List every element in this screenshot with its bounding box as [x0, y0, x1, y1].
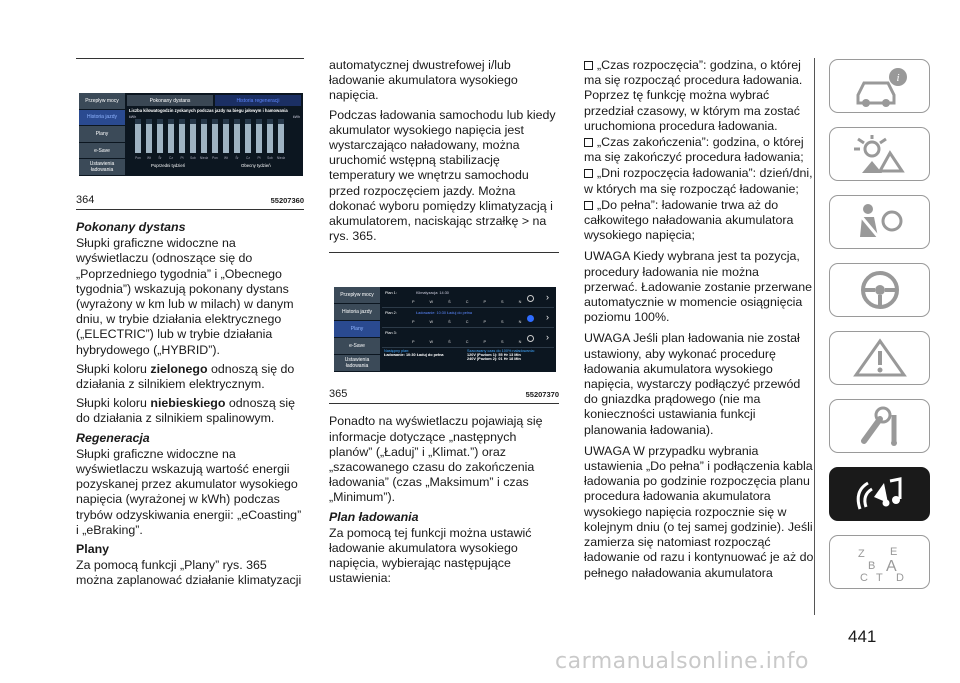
paragraph: Ponadto na wyświetlaczu pojawiają się informacje dotyczące „następnych planów” („Ładuj” i „Klimat.”) oraz „szacowanego czasu do zakończenia ładowania” (czas „Maksimum” i czas „Minimum”).	[329, 414, 543, 505]
chapter-tab[interactable]	[829, 263, 930, 317]
column-2	[329, 58, 559, 591]
svg-text:B: B	[867, 560, 875, 572]
chapter-tab[interactable]	[829, 195, 930, 249]
column-1	[76, 58, 304, 593]
paragraph: Słupki koloru zielonego odnoszą się do działania z silnikiem elektrycznym.	[76, 361, 295, 392]
plan-label: Plan 1:	[385, 291, 397, 296]
warning-triangle-icon	[850, 337, 910, 379]
screen-menu-button[interactable]: Ustawienia ładowania	[79, 159, 125, 176]
tab-divider-line	[814, 58, 815, 615]
day-label: Cz	[169, 156, 173, 160]
screen-menu-button[interactable]: e-Save	[79, 143, 125, 160]
note: UWAGA Kiedy wybrana jest ta pozycja, procedury ładowania nie można przerwać. Ładowanie zostanie przerwane automatycznie w momencie osiągnięcia poziomu 100%.	[584, 249, 812, 325]
day-label: Pt	[180, 156, 184, 160]
paragraph: Za pomocą funkcji „Plany” rys. 365 można zaplanować działanie klimatyzacji	[76, 558, 302, 588]
day-label: Pon	[212, 156, 218, 160]
screen-menu-button[interactable]: Przepływ mocy	[79, 93, 125, 110]
chapter-tab[interactable]	[829, 399, 930, 453]
note: UWAGA W przypadku wybrania ustawienia „Do pełna” i podłączenia kabla ładowania po godzinie rozpoczęcia planu procedura ładowania akumulatora wysokiego napięcia rozpocznie się w kolejnym dniu (o tej samej godzinie). Jeśli zamierza się natomiast rozpocząć ładowanie od razu i kontynuować je aż do pełnego naładowania akumulatora	[584, 443, 814, 580]
unit-left: kWh	[129, 115, 137, 119]
figure-rule	[329, 252, 559, 253]
regeneration-bar	[190, 119, 196, 153]
regeneration-bar-fill	[168, 124, 174, 153]
charging-plans-screen	[334, 287, 556, 372]
current-week-label: Obecny tydzień	[241, 163, 271, 168]
heading-plans: Plany	[76, 542, 110, 557]
day-label: Śr	[235, 156, 239, 160]
day-label: Sob	[267, 156, 273, 160]
paragraph: automatycznej dwustrefowej i/lub ładowanie akumulatora wysokiego napięcia.	[329, 58, 518, 103]
list-item: „Dni rozpoczęcia ładowania”: dzień/dni, w których ma się rozpocząć ładowanie;	[584, 166, 813, 196]
regeneration-bar	[168, 119, 174, 153]
checkbox-icon	[584, 61, 593, 70]
screen-menu-button[interactable]: Historia jazdy	[334, 304, 380, 321]
checkbox-icon	[584, 201, 593, 210]
list-item: „Czas rozpoczęcia”: godzina, o której ma się rozpocząć procedura ładowania. Poprzez tę funkcję można wybrać przedział czasowy, w którym ma zostać uruchomiona procedura ładowania.	[584, 58, 803, 133]
plan-detail: Ładowanie: 10:30 Ładuj do pełna	[416, 311, 472, 316]
checkbox-icon	[584, 138, 593, 147]
screen-menu-button[interactable]: e-Save	[334, 338, 380, 355]
regeneration-bar	[256, 119, 262, 153]
chevron-right-icon[interactable]: ›	[546, 312, 549, 323]
plan-row	[382, 329, 554, 348]
paragraph: Podczas ładowania samochodu lub kiedy akumulator wysokiego napięcia jest wystarczająco naładowany, można uruchomić wstępną stabilizację temperatury we wnętrzu samochodu przed rozpoczęciem jazdy. Można dokonać wyboru pomiędzy klimatyzacją i akumulatorem, naciskając strzałkę > na rys. 365.	[329, 107, 556, 244]
regeneration-bar	[157, 119, 163, 153]
dashboard-lights-icon	[850, 133, 910, 175]
chapter-tab[interactable]	[829, 331, 930, 385]
plan-days: P W Ś C P S N	[412, 320, 524, 325]
charge-estimate-info: Szacowany czas do 100% naładowania: 120V (Poziom 1): 55 Hr 13 Min 240V (Poziom 2): 01 Hr 18 Min	[467, 349, 535, 362]
screen-chart-title: Liczba kilowatogodzin zyskanych podczas jazdy na biegu jałowym i hamowania	[129, 108, 288, 113]
plan-row	[382, 289, 554, 308]
screen-side-menu	[334, 287, 380, 372]
screen-tabs	[127, 95, 301, 106]
regeneration-bar-fill	[256, 124, 262, 153]
alphabetical-index-icon	[850, 541, 910, 583]
screen-menu-button[interactable]: Przepływ mocy	[334, 287, 380, 304]
svg-text:D: D	[895, 572, 904, 583]
note: UWAGA Jeśli plan ładowania nie został ustawiony, aby wykonać procedurę ładowania akumulatora wysokiego napięcia, wystarczy podłączyć przewód do gniazdka prądowego (nie ma konieczności ustawiania funkcji planowania ładowania).	[584, 331, 801, 437]
heading-charging-plan: Plan ładowania	[329, 509, 419, 524]
regeneration-bar-fill	[179, 124, 185, 153]
chapter-tab[interactable]	[829, 59, 930, 113]
regeneration-bar	[212, 119, 218, 153]
regeneration-bar	[179, 119, 185, 153]
regeneration-bar-fill	[212, 124, 218, 153]
list-item: „Do pełna”: ładowanie trwa aż do całkowitego naładowania akumulatora wysokiego napięcia;	[584, 197, 794, 243]
settings-list	[584, 58, 814, 243]
plan-row	[382, 309, 554, 328]
regeneration-bar	[245, 119, 251, 153]
svg-text:C: C	[859, 572, 868, 583]
regeneration-history-screen	[79, 93, 303, 176]
list-item: „Czas zakończenia”: godzina, o której ma się zakończyć procedura ładowania;	[584, 135, 804, 165]
paragraph: Za pomocą tej funkcji można ustawić ładowanie akumulatora wysokiego napięcia, wybierając następujące ustawienia:	[329, 525, 532, 586]
chapter-tab[interactable]	[829, 467, 930, 521]
regeneration-bar	[234, 119, 240, 153]
screen-side-menu	[79, 93, 125, 176]
svg-text:T: T	[875, 572, 883, 583]
heading-distance: Pokonany dystans	[76, 220, 186, 234]
screen-menu-button[interactable]: Plany	[79, 126, 125, 143]
regeneration-bar	[223, 119, 229, 153]
plan-toggle[interactable]	[527, 335, 534, 342]
column-3	[584, 58, 814, 585]
day-label: Niedz	[276, 156, 286, 160]
regeneration-bar	[201, 119, 207, 153]
day-label: Pt	[257, 156, 261, 160]
svg-text:A: A	[885, 558, 897, 575]
multimedia-icon	[850, 473, 910, 515]
chapter-tab[interactable]	[829, 535, 930, 589]
svg-text:E: E	[889, 546, 897, 558]
top-rule	[76, 58, 304, 59]
plan-days: P W Ś C P S N	[412, 340, 524, 345]
day-label: Cz	[246, 156, 250, 160]
day-label: Wt	[224, 156, 228, 160]
regeneration-bar-fill	[234, 124, 240, 153]
day-label: Pon	[135, 156, 141, 160]
figure-caption	[329, 388, 559, 400]
plan-label: Plan 3:	[385, 331, 397, 336]
figure-number: 364	[76, 194, 95, 206]
regeneration-bar-fill	[190, 124, 196, 153]
regeneration-bar	[267, 119, 273, 153]
screen-menu-button[interactable]: Plany	[334, 321, 380, 338]
plan-days: P W Ś C P S N	[412, 300, 524, 305]
tools-icon	[850, 405, 910, 447]
chapter-tab[interactable]	[829, 127, 930, 181]
svg-text:Z: Z	[857, 548, 865, 560]
figure-caption	[76, 194, 304, 206]
plan-toggle[interactable]	[527, 315, 534, 322]
regeneration-bar-fill	[146, 124, 152, 153]
regeneration-bar-fill	[201, 124, 207, 153]
plan-toggle[interactable]	[527, 295, 534, 302]
day-label: Sob	[190, 156, 196, 160]
checkbox-icon	[584, 169, 593, 178]
regeneration-bar-fill	[245, 124, 251, 153]
day-label: Śr	[158, 156, 162, 160]
plan-detail: Klimatyzacja: 14:30	[416, 291, 449, 296]
svg-text:i: i	[895, 72, 900, 84]
page-number: 441	[848, 627, 877, 646]
chevron-right-icon[interactable]: ›	[546, 292, 549, 303]
day-label: Niedz	[199, 156, 209, 160]
screen-menu-button[interactable]: Ustawienia ładowania	[334, 355, 380, 372]
regeneration-bar-fill	[135, 124, 141, 153]
plan-label: Plan 2:	[385, 311, 397, 316]
regeneration-bar	[278, 119, 284, 153]
chevron-right-icon[interactable]: ›	[546, 332, 549, 343]
regeneration-bar	[135, 119, 141, 153]
seatbelt-airbag-icon	[850, 201, 910, 243]
paragraph: Słupki koloru niebieskiego odnoszą się do działania z silnikiem spalinowym.	[76, 396, 296, 426]
regeneration-bar-fill	[267, 124, 273, 153]
heading-regeneration: Regeneracja	[76, 430, 150, 445]
regeneration-bar	[146, 119, 152, 153]
next-plan-info: Następny plan: Ładowanie: 10:30 Ładuj do pełna	[384, 349, 444, 358]
watermark: carmanualsonline.info	[555, 649, 809, 674]
previous-week-label: Poprzedni tydzień	[151, 163, 186, 168]
paragraph: Słupki graficzne widoczne na wyświetlaczu (odnoszące się do „Poprzedniego tygodnia” i „Obecnego tygodnia”) wskazują pokonany dystans (wyrażony w km lub w milach) w danym dniu, w trybie działania elektrycznego („ELECTRIC”) lub w trybie działania hybrydowego („HYBRID”).	[76, 236, 294, 357]
screen-menu-button[interactable]: Historia jazdy	[79, 110, 125, 127]
steering-wheel-icon	[850, 269, 910, 311]
screen-tab[interactable]: Pokonany dystans	[127, 95, 213, 106]
figure-364	[76, 93, 304, 210]
figure-code: 55207360	[270, 196, 304, 205]
figure-365	[329, 287, 559, 404]
figure-code: 55207370	[525, 390, 559, 400]
screen-tab[interactable]: Historia regeneracji	[215, 95, 301, 106]
car-info-icon	[850, 65, 910, 107]
figure-number: 365	[329, 388, 348, 401]
regeneration-bar-fill	[278, 124, 284, 153]
regeneration-bar-fill	[157, 124, 163, 153]
paragraph: Słupki graficzne widoczne na wyświetlaczu wskazują wartość energii pozyskanej przez akumulator wysokiego napięcia (wyrażonej w kWh) podczas trybów odzyskiwania energii: „eCoasting” i „eBraking”.	[76, 446, 302, 537]
day-label: Wt	[147, 156, 151, 160]
regeneration-bars	[131, 119, 293, 153]
regeneration-bar-fill	[223, 124, 229, 153]
unit-right: kWh	[292, 115, 300, 119]
